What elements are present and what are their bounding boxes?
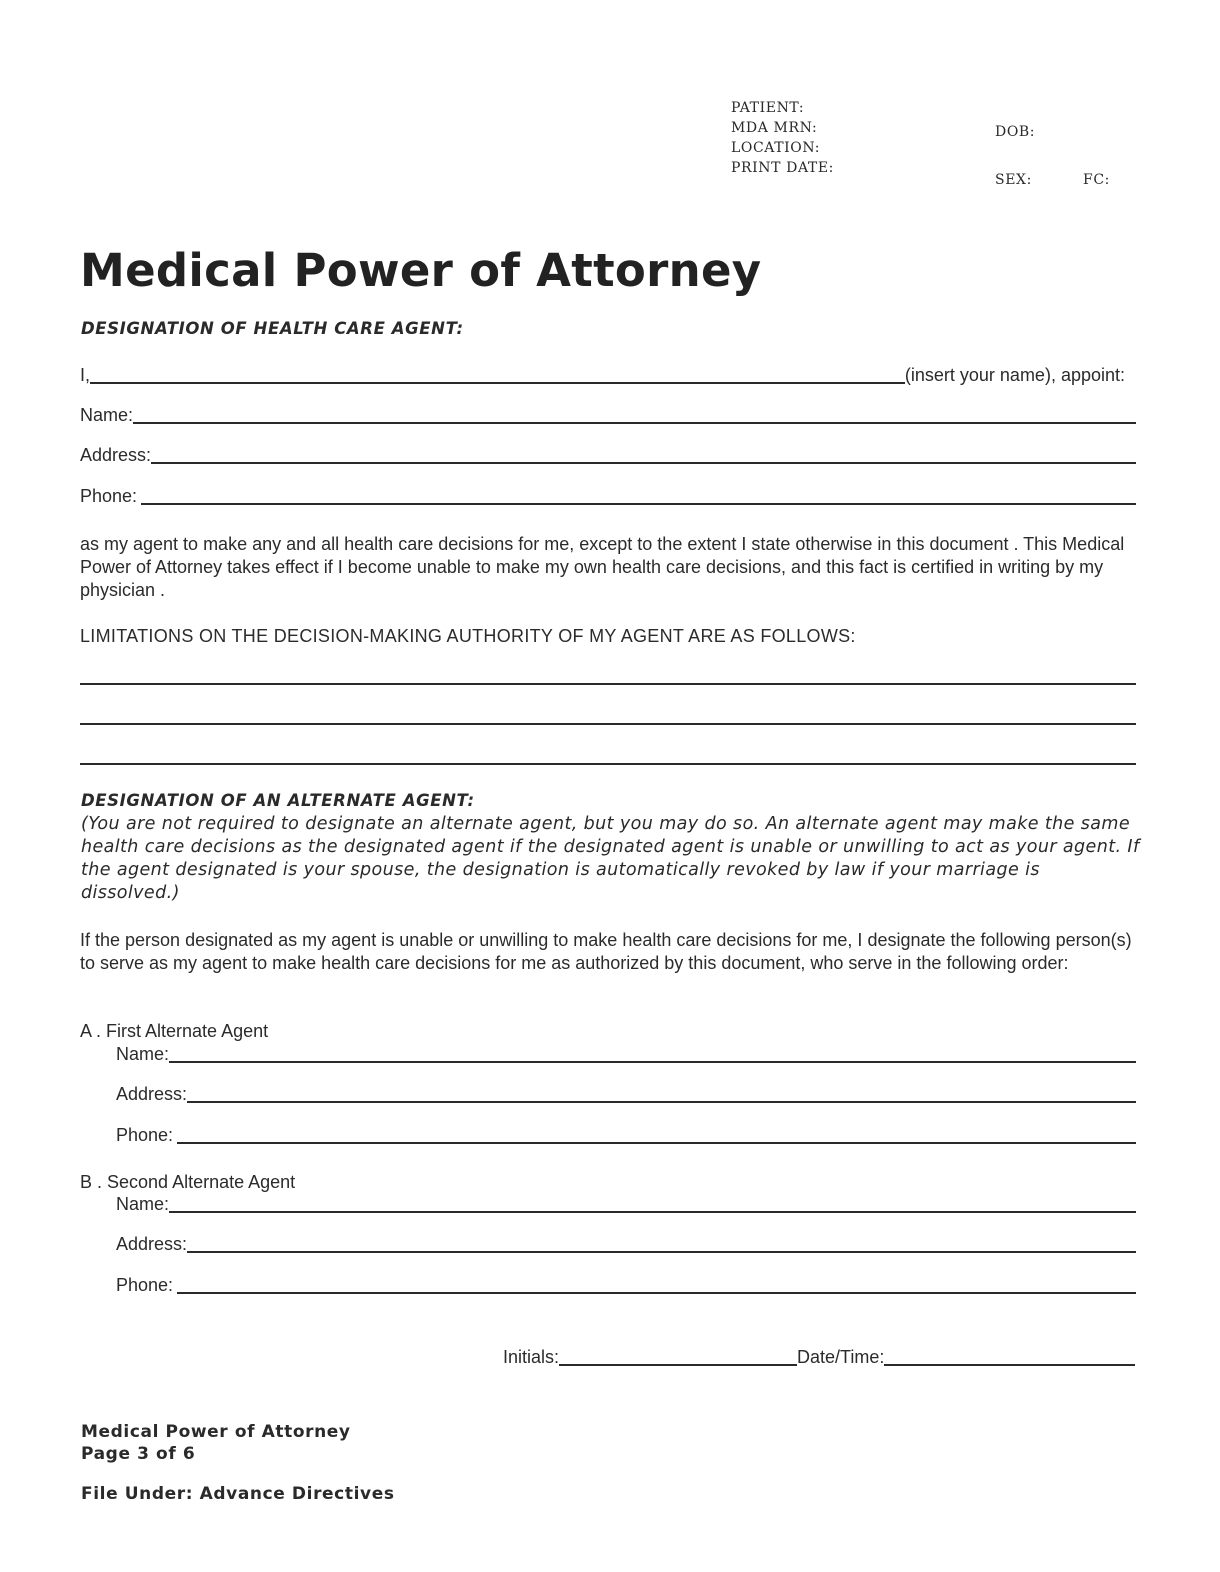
designation-heading: DESIGNATION OF HEALTH CARE AGENT:	[81, 319, 464, 338]
print-date-label: PRINT DATE:	[731, 160, 834, 176]
agent-name-field[interactable]	[133, 422, 1136, 424]
agent-authority-paragraph: as my agent to make any and all health care decisions for me, except to the extent I state otherwise in this document . This Medical Power of Attorney takes effect if I become unable to make my own health care decisions, and this fact is certified in writing by my physician .	[80, 534, 1125, 600]
limitations-heading: LIMITATIONS ON THE DECISION-MAKING AUTHORITY OF MY AGENT ARE AS FOLLOWS:	[80, 626, 856, 646]
first-alternate-address-field[interactable]	[187, 1101, 1136, 1103]
first-alternate-name-label: Name:	[116, 1044, 170, 1064]
alternate-note: (You are not required to designate an alternate agent, but you may do so. An alternate agent may make the same health care decisions as the designated agent if the designated agent is unable or unwilling to act as your agent. If the agent designated is your spouse, the designation is automatically revoked by law if your marriage is dissolved.)	[81, 814, 1140, 903]
dob-label: DOB:	[995, 124, 1036, 140]
document-title: Medical Power of Attorney	[80, 244, 762, 297]
patient-info-block	[731, 98, 834, 178]
first-alternate-name-field[interactable]	[169, 1061, 1136, 1063]
first-alternate-name-row	[116, 1044, 1136, 1064]
footer-form-name: Medical Power of Attorney	[81, 1422, 351, 1442]
second-alternate-address-field[interactable]	[187, 1251, 1136, 1253]
initials-field[interactable]	[559, 1364, 797, 1366]
first-alternate-address-label: Address:	[116, 1084, 188, 1104]
footer-page-number: Page 3 of 6	[81, 1444, 196, 1464]
mrn-label: MDA MRN:	[731, 120, 818, 136]
agent-name-row	[80, 405, 1136, 425]
second-alternate-phone-row	[116, 1275, 1136, 1295]
alternate-heading: DESIGNATION OF AN ALTERNATE AGENT:	[81, 791, 475, 810]
second-alternate-name-row	[116, 1194, 1136, 1214]
principal-name-row	[80, 365, 1125, 385]
principal-prefix: I,	[80, 365, 91, 385]
principal-suffix: (insert your name), appoint:	[904, 365, 1125, 385]
first-alternate-phone-row	[116, 1125, 1136, 1145]
limitations-line-3[interactable]	[80, 763, 1136, 765]
agent-phone-label: Phone:	[80, 486, 138, 506]
principal-name-field[interactable]	[90, 382, 905, 384]
second-alternate-name-field[interactable]	[169, 1211, 1136, 1213]
second-alternate-phone-field[interactable]	[177, 1292, 1136, 1294]
second-alternate-phone-label: Phone:	[116, 1275, 174, 1295]
second-alternate-heading: B . Second Alternate Agent	[80, 1172, 296, 1192]
agent-address-field[interactable]	[151, 462, 1136, 464]
alternate-paragraph: If the person designated as my agent is unable or unwilling to make health care decisions for me, I designate the following person(s) to serve as my agent to make health care decisions for me as authorized by this document, who serve in the following order:	[80, 930, 1132, 973]
second-alternate-address-label: Address:	[116, 1234, 188, 1254]
agent-address-label: Address:	[80, 445, 152, 465]
first-alternate-address-row	[116, 1084, 1136, 1104]
footer-file-under: File Under: Advance Directives	[81, 1484, 395, 1504]
agent-phone-row	[80, 486, 1136, 506]
footer-block	[81, 1421, 351, 1465]
limitations-line-1[interactable]	[80, 683, 1136, 685]
second-alternate-address-row	[116, 1234, 1136, 1254]
agent-address-row	[80, 445, 1136, 465]
fc-label: FC:	[1083, 172, 1110, 188]
location-label: LOCATION:	[731, 140, 821, 156]
initials-datetime-row	[503, 1347, 1135, 1367]
patient-label: PATIENT:	[731, 100, 805, 116]
datetime-label: Date/Time:	[797, 1347, 885, 1367]
sex-label: SEX:	[995, 172, 1032, 188]
datetime-field[interactable]	[884, 1364, 1135, 1366]
first-alternate-phone-label: Phone:	[116, 1125, 174, 1145]
agent-name-label: Name:	[80, 405, 134, 425]
first-alternate-phone-field[interactable]	[177, 1142, 1136, 1144]
first-alternate-heading: A . First Alternate Agent	[80, 1021, 269, 1041]
initials-label: Initials:	[503, 1347, 560, 1367]
agent-phone-field[interactable]	[141, 503, 1136, 505]
limitations-line-2[interactable]	[80, 723, 1136, 725]
second-alternate-name-label: Name:	[116, 1194, 170, 1214]
